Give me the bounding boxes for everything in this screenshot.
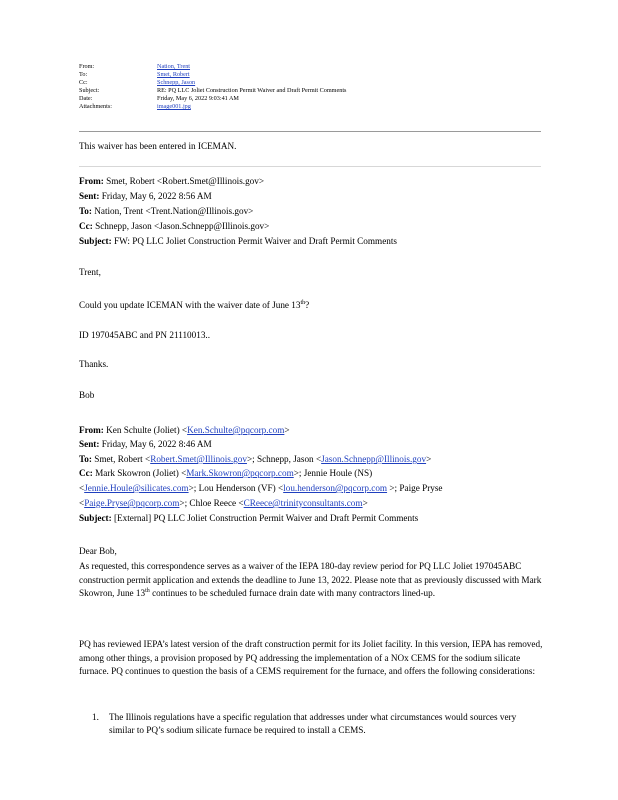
msg2-cc-email5-link[interactable]: CReece@trinityconsultants.com (243, 498, 363, 508)
msg1-line1-text: Could you update ICEMAN with the waiver date of June 13 (79, 300, 301, 310)
msg2-paragraph-2: PQ has reviewed IEPA’s latest version of the draft construction permit for its Joliet facility. In this version, IEPA has removed, among other things, a provision proposed by PQ addressing the implementation of a NOx CEMS for the sodium silicate furnace. PQ continues to question the basis of a CEMS requirement for the furnace, and offers the following considerations: (79, 639, 543, 677)
header-from-row (79, 63, 346, 71)
msg2-cc-email4-link[interactable]: Paige.Pryse@pqcorp.com (84, 498, 180, 508)
msg1-cc-line (79, 220, 269, 233)
msg2-to-text-b: >; Schnepp, Jason < (246, 454, 322, 464)
msg2-paragraph-1 (79, 560, 549, 601)
msg2-sent-label: Sent: (79, 439, 100, 449)
msg2-from-close: > (284, 425, 290, 435)
msg1-thanks: Thanks. (79, 359, 109, 369)
msg2-list-item-1 (92, 711, 532, 736)
msg2-paragraph-1-end: continues to be scheduled furnace drain date with many contractors lined-up. (149, 588, 436, 599)
header-cc-link[interactable]: Schnepp, Jason (157, 79, 196, 87)
header-cc-label: Cc: (79, 79, 88, 87)
header-subject-label: Subject: (79, 87, 100, 95)
msg1-line1-sup: th (300, 299, 306, 306)
message-divider-1 (79, 166, 541, 167)
msg2-subject-value: [External] PQ LLC Joliet Construction Permit Waiver and Draft Permit Comments (111, 513, 419, 523)
header-from-label: From: (79, 63, 95, 70)
msg1-line1 (79, 299, 309, 312)
header-date-label: Date: (79, 95, 93, 103)
msg2-paragraph-1-sup: th (145, 588, 150, 595)
header-subject-row (79, 87, 346, 95)
header-attachments-label: Attachments: (79, 103, 112, 111)
msg1-from-line (79, 175, 264, 188)
msg2-from-name: Ken Schulte (Joliet) < (103, 425, 188, 435)
msg2-subject-label: Subject: (79, 513, 112, 523)
msg2-cc-email3-link[interactable]: lou.henderson@pqcorp.com (283, 483, 388, 493)
header-from-link[interactable]: Nation, Trent (157, 63, 191, 70)
attachment-link[interactable]: image001.jpg (157, 103, 191, 111)
msg1-to-label: To: (79, 206, 92, 216)
msg2-paragraph-1-text: As requested, this correspondence serves as a waiver of the IEPA 180-day review period for PQ LLC Joliet 197045ABC construction permit application and extends the deadline to June 13, 2022. Please note that as previously discussed with Mark Skowron, June 13 (79, 561, 542, 599)
reply-text: This waiver has been entered in ICEMAN. (79, 141, 237, 151)
msg1-from-label: From: (79, 176, 104, 186)
msg1-to-line (79, 205, 253, 218)
msg1-cc-value: Schnepp, Jason <Jason.Schnepp@Illinois.gov> (92, 221, 270, 231)
header-attachments-row (79, 103, 346, 111)
header-to-row (79, 71, 346, 79)
msg2-subject-line (79, 512, 418, 525)
msg1-sent-label: Sent: (79, 191, 100, 201)
msg1-sent-value: Friday, May 6, 2022 8:56 AM (99, 191, 212, 201)
header-to-label: To: (79, 71, 88, 79)
msg1-to-value: Nation, Trent <Trent.Nation@Illinois.gov> (91, 206, 254, 216)
msg1-subject-line (79, 235, 397, 248)
header-date-value: Friday, May 6, 2022 9:03:41 AM (157, 95, 239, 103)
msg2-to-label: To: (79, 454, 92, 464)
msg2-from-email-link[interactable]: Ken.Schulte@pqcorp.com (187, 425, 285, 435)
msg1-signature: Bob (79, 390, 95, 400)
msg2-cc-email1-link[interactable]: Mark.Skowron@pqcorp.com (186, 468, 294, 478)
msg2-sent-line (79, 438, 212, 451)
msg2-to-email2-link[interactable]: Jason.Schnepp@Illinois.gov (321, 454, 427, 464)
msg2-cc-email2-link[interactable]: Jennie.Houle@silicates.com (84, 483, 189, 493)
msg2-cc-text-b: >; Jennie Houle (NS) (293, 468, 373, 478)
header-cc-row (79, 79, 346, 87)
header-divider (79, 131, 541, 132)
msg1-subject-label: Subject: (79, 236, 112, 246)
msg2-cc-text-a: Mark Skowron (Joliet) < (92, 468, 187, 478)
msg1-greeting: Trent, (79, 267, 101, 277)
header-date-row (79, 95, 346, 103)
msg2-cc-label: Cc: (79, 468, 93, 478)
msg2-sent-value: Friday, May 6, 2022 8:46 AM (99, 439, 212, 449)
msg2-to-text-c: > (426, 454, 432, 464)
msg2-cc2-text-c: >; Paige Pryse (387, 483, 443, 493)
msg2-from-label: From: (79, 425, 104, 435)
list-item-number: 1. (92, 712, 99, 722)
header-subject-value: RE: PQ LLC Joliet Construction Permit Waiver and Draft Permit Comments (157, 87, 347, 95)
msg2-to-line (79, 453, 431, 466)
msg1-sent-line (79, 190, 212, 203)
msg2-cc3-text-c: > (362, 498, 368, 508)
msg1-cc-label: Cc: (79, 221, 93, 231)
msg2-cc2-text-b: >; Lou Henderson (VF) < (188, 483, 284, 493)
list-item-text: The Illinois regulations have a specific regulation that addresses under what circumstances would sources very similar to PQ’s sodium silicate furnace be required to install a CEMS. (109, 712, 517, 735)
msg1-from-value: Smet, Robert <Robert.Smet@Illinois.gov> (103, 176, 265, 186)
msg1-subject-value: FW: PQ LLC Joliet Construction Permit Waiver and Draft Permit Comments (111, 236, 397, 246)
msg1-line2: ID 197045ABC and PN 21110013.. (79, 330, 211, 340)
email-header (79, 63, 346, 112)
msg2-from-line (79, 424, 290, 437)
msg2-greeting: Dear Bob, (79, 546, 117, 556)
msg2-cc3-text-b: >; Chloe Reece < (179, 498, 244, 508)
header-to-link[interactable]: Smet, Robert (157, 71, 190, 79)
msg2-cc3-text-a: < (79, 498, 85, 508)
msg2-cc2-text-a: < (79, 483, 85, 493)
msg2-to-text-a: Smet, Robert < (91, 454, 151, 464)
msg2-to-email1-link[interactable]: Robert.Smet@Illinois.gov (150, 454, 247, 464)
msg1-line1-end: ? (305, 300, 310, 310)
msg2-cc-line-2 (79, 482, 443, 495)
msg2-cc-line-3 (79, 497, 368, 510)
msg2-cc-line (79, 467, 372, 480)
